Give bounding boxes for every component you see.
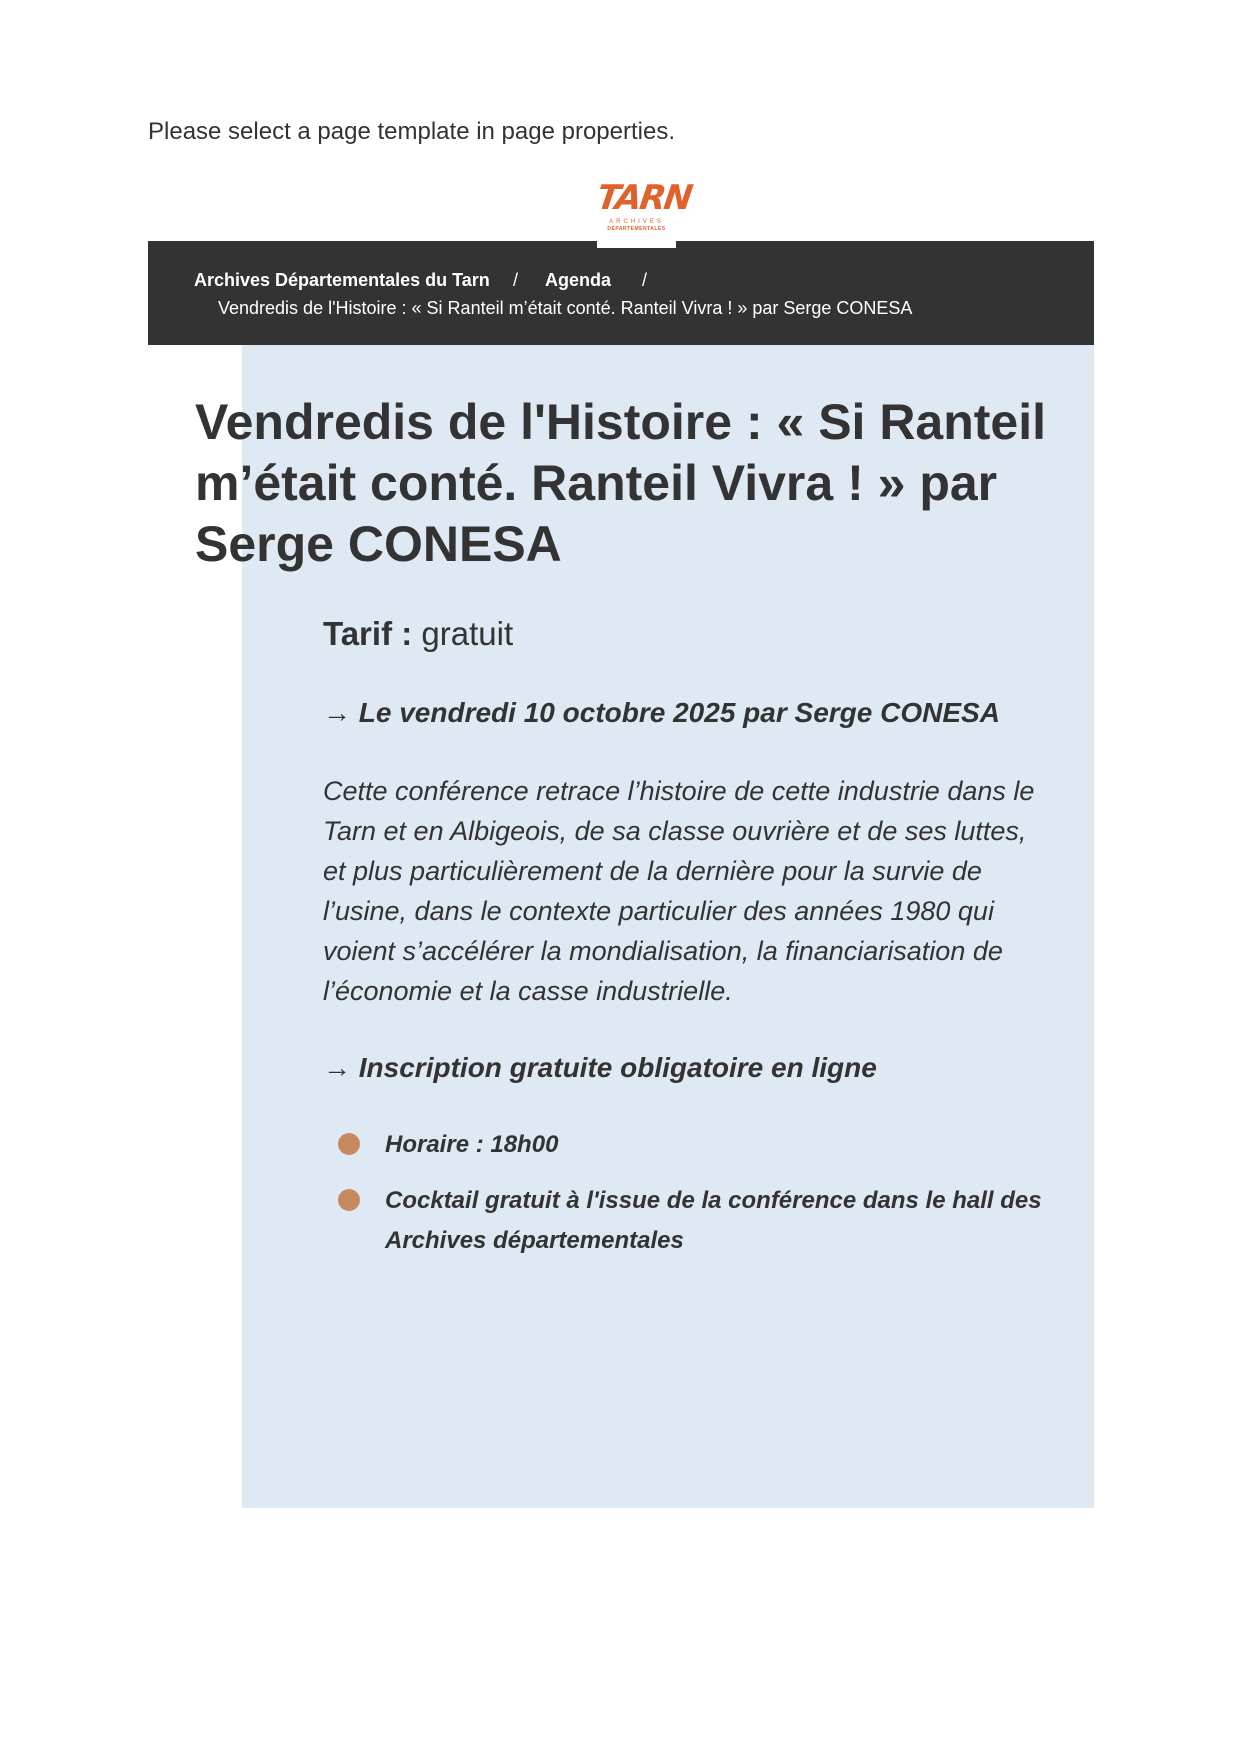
event-info-list bbox=[323, 1125, 1053, 1261]
logo-subtitle-archives: ARCHIVES bbox=[609, 219, 664, 225]
inscription-link[interactable]: → Inscription gratuite obligatoire en ligne bbox=[323, 1052, 877, 1083]
event-description: Cette conférence retrace l’histoire de cette industrie dans le Tarn et en Albigeois, de sa classe ouvrière et de ses luttes, et plus particulièrement de la dernière pour la survie de l’usine, dans le contexte particulier des années 1980 qui voient s’accélérer la mondialisation, la financiarisation de l’économie et la casse industrielle. bbox=[323, 776, 1035, 1006]
breadcrumb-link-agenda[interactable]: Agenda bbox=[545, 270, 612, 290]
schedule-text: Horaire : 18h00 bbox=[385, 1131, 559, 1158]
inscription-line bbox=[323, 1049, 1053, 1087]
list-item bbox=[323, 1181, 1053, 1261]
breadcrumb-separator: / bbox=[642, 270, 648, 290]
tarif-line bbox=[323, 612, 1053, 656]
page-title: Vendredis de l'Histoire : « Si Ranteil m’était conté. Ranteil Vivra ! » par Serge CONESA bbox=[195, 394, 1047, 572]
breadcrumb-link-home[interactable]: Archives Départementales du Tarn bbox=[194, 270, 490, 290]
event-date: → Le vendredi 10 octobre 2025 par Serge CONESA bbox=[323, 697, 1000, 728]
tarif-value: gratuit bbox=[421, 615, 514, 652]
logo-wordmark: TARN bbox=[594, 178, 694, 218]
cocktail-text: Cocktail gratuit à l'issue de la conférence dans le hall des Archives départementales bbox=[385, 1187, 1042, 1254]
tarn-archives-logo[interactable] bbox=[594, 178, 694, 248]
logo-subtitle-departementales: DÉPARTEMENTALES bbox=[607, 226, 666, 232]
bullet-dot-icon bbox=[338, 1133, 360, 1155]
list-item bbox=[323, 1125, 1053, 1165]
breadcrumb bbox=[148, 241, 1094, 345]
event-details bbox=[323, 612, 1053, 1277]
tarif-label: Tarif : bbox=[323, 615, 413, 652]
breadcrumb-separator: / bbox=[513, 270, 519, 290]
breadcrumb-current-page: Vendredis de l'Histoire : « Si Ranteil m’était conté. Ranteil Vivra ! » par Serge CONESA bbox=[218, 298, 913, 318]
bullet-dot-icon bbox=[338, 1189, 360, 1211]
template-notice: Please select a page template in page properties. bbox=[148, 118, 676, 145]
